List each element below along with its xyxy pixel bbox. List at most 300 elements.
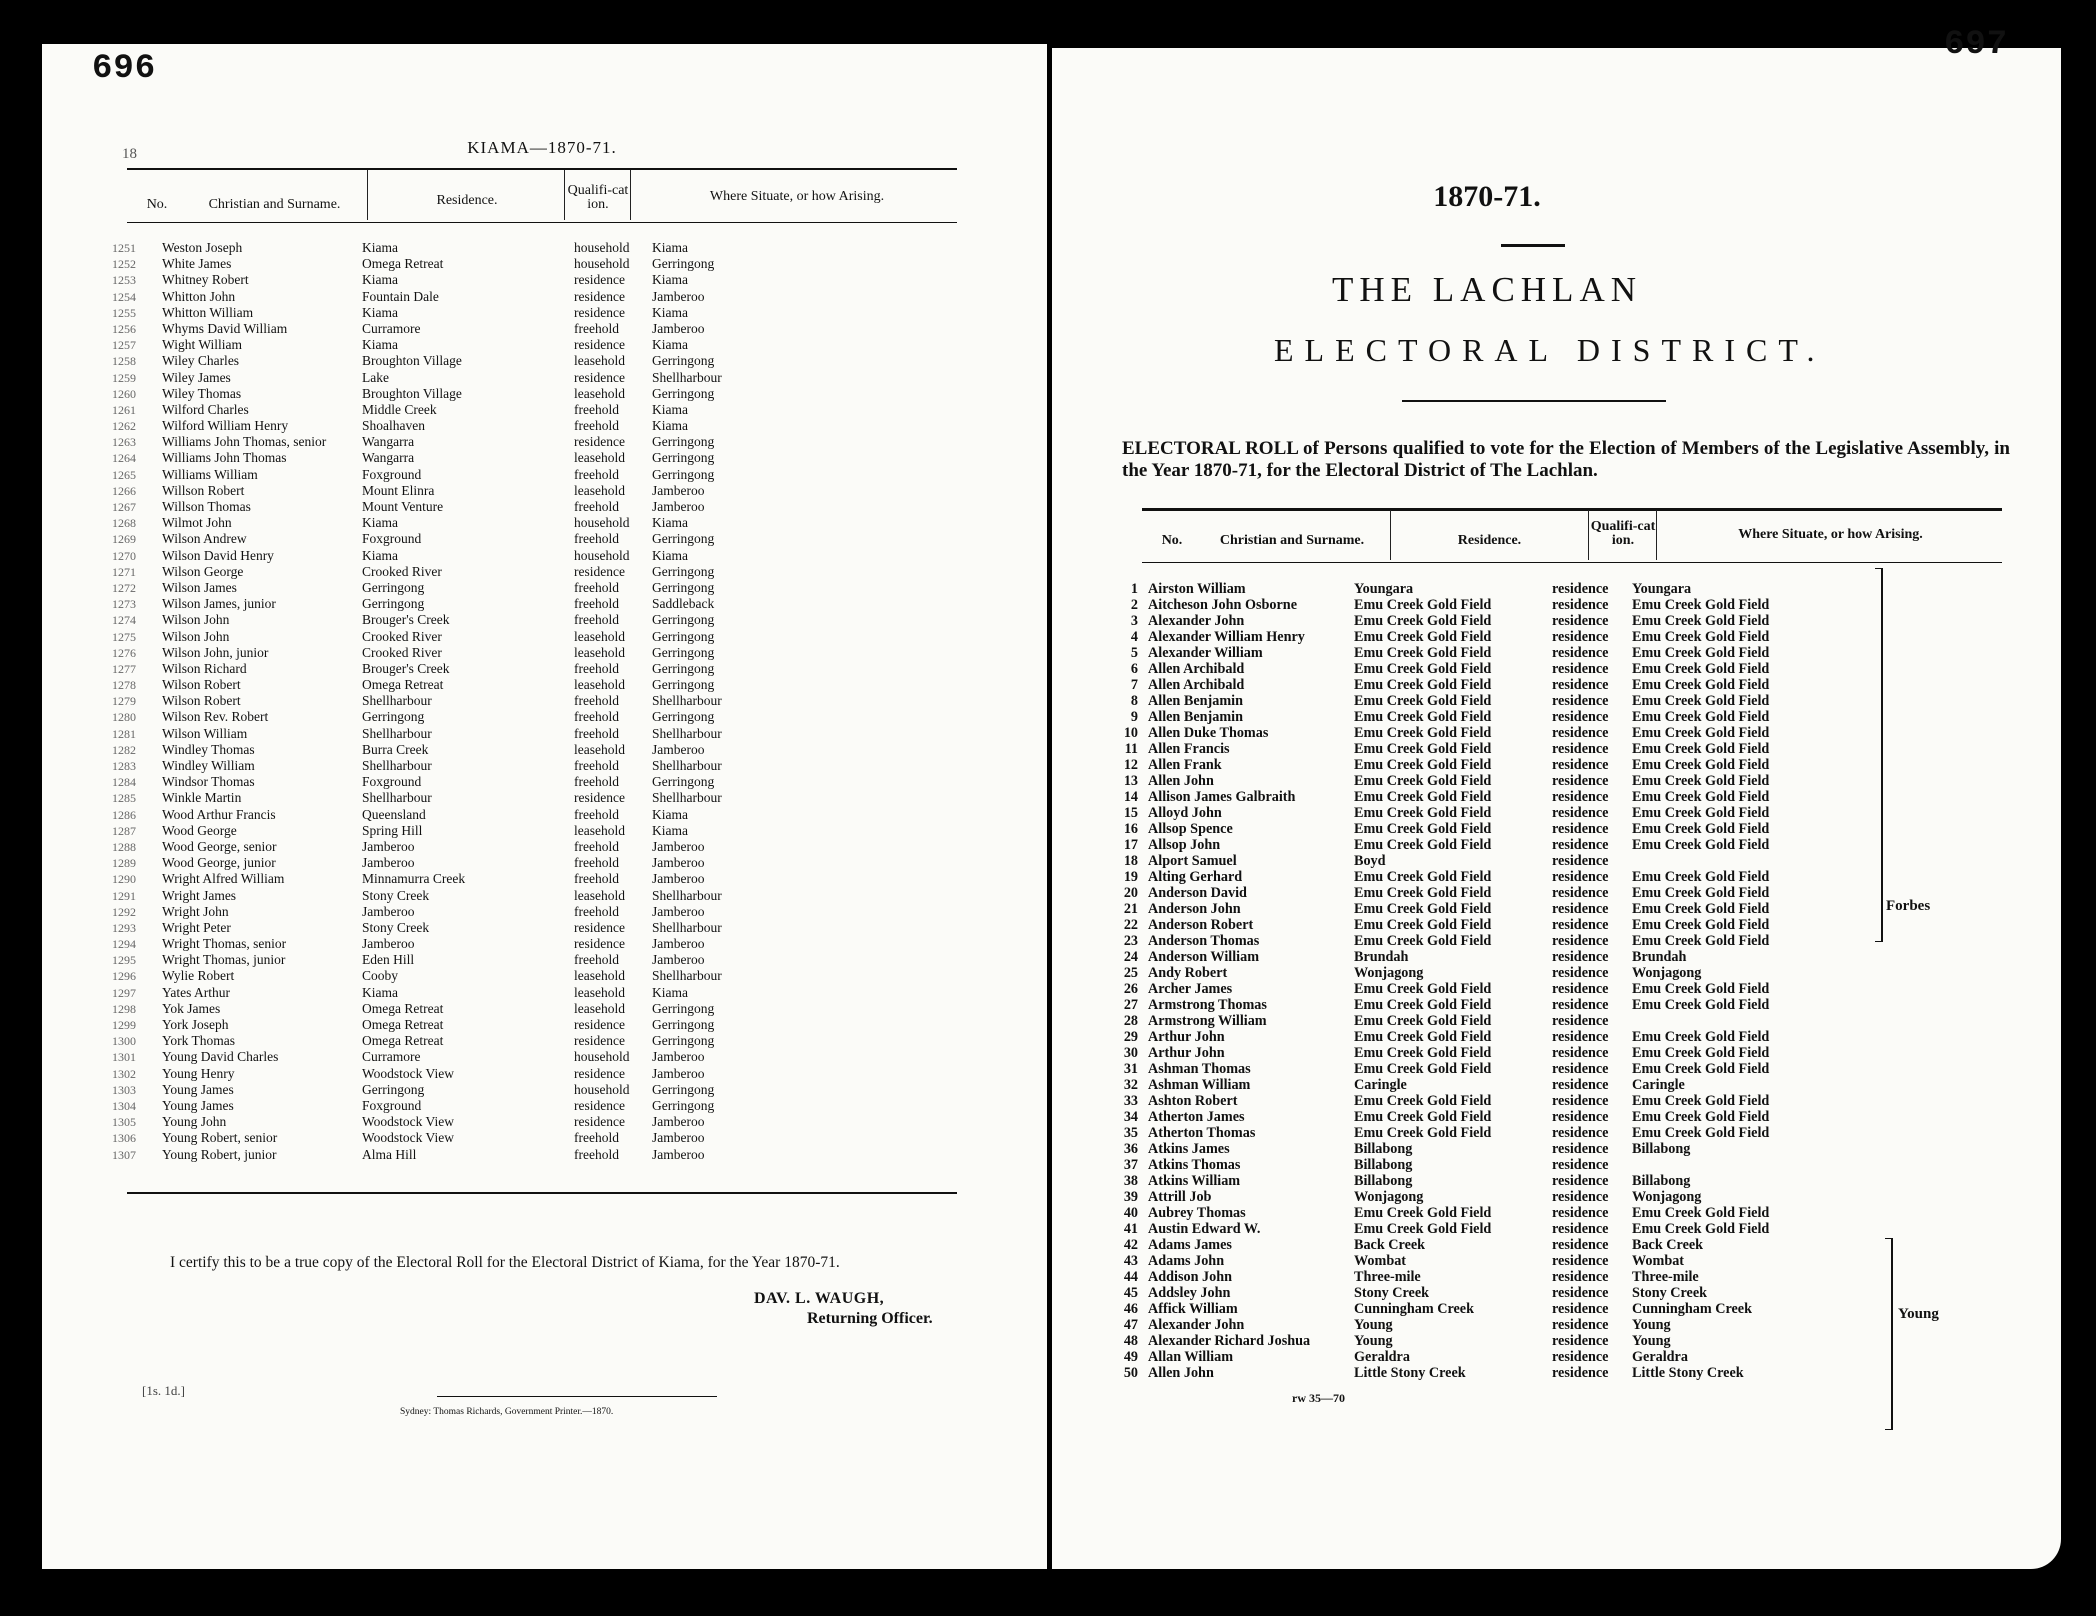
entry-where: Emu Creek Gold Field [1632,757,1770,773]
entry-residence: Emu Creek Gold Field [1354,869,1492,885]
entry-qualification: residence [1552,677,1609,693]
entry-where: Kiama [652,418,688,434]
entry-where: Emu Creek Gold Field [1632,1205,1770,1221]
entry-qualification: residence [1552,965,1609,981]
entry-residence: Billabong [1354,1173,1413,1189]
entry-name: Young Henry [162,1065,235,1081]
table-row [112,742,942,758]
entry-name: Wilson John, junior [162,644,269,660]
table-row [112,370,942,386]
entry-number: 47 [1123,1317,1138,1333]
entry-where: Jamberoo [652,320,705,336]
entry-residence: Crooked River [362,628,442,644]
entry-qualification: freehold [574,660,619,676]
entry-number: 1278 [112,678,136,693]
entry-number: 1288 [112,839,136,854]
entry-where: Gerringong [652,1017,715,1032]
entry-residence: Middle Creek [362,401,437,417]
entry-residence: Emu Creek Gold Field [1354,1029,1492,1045]
entry-where: Shellharbour [652,919,722,935]
entry-where: Shellharbour [652,790,722,806]
entry-residence: Emu Creek Gold Field [1354,645,1492,661]
entry-number: 1305 [112,1115,136,1130]
entry-number: 4 [1130,629,1138,645]
entry-qualification: residence [1552,1253,1609,1269]
entry-residence: Woodstock View [362,1130,454,1146]
entry-qualification: residence [1552,1077,1609,1093]
entry-residence: Emu Creek Gold Field [1354,693,1492,709]
entry-name: Young David Charles [162,1049,279,1065]
entry-where: Gerringong [652,1000,715,1016]
entry-residence: Youngara [1354,581,1414,597]
entry-residence: Crooked River [362,563,442,579]
entry-where: Jamberoo [652,838,705,854]
table-row [1112,1301,2012,1317]
entry-number: 28 [1123,1013,1138,1029]
table-row [112,402,942,418]
entry-name: Armstrong William [1148,1013,1267,1029]
table-row [112,256,942,272]
entry-residence: Crooked River [362,644,442,660]
entry-name: Airston William [1148,581,1246,597]
table-row [112,1082,942,1098]
right-page [1052,26,2061,1569]
table-row [112,450,942,466]
table-row [1112,1333,2012,1349]
entry-qualification: residence [1552,709,1609,725]
entry-residence: Emu Creek Gold Field [1354,1061,1492,1077]
entry-number: 42 [1123,1237,1138,1253]
entry-where: Emu Creek Gold Field [1632,997,1770,1013]
entry-name: Alexander John [1148,1317,1245,1333]
entry-where: Kiama [652,822,688,838]
entry-qualification: residence [1552,693,1609,709]
entry-number: 1262 [112,419,136,434]
entry-number: 1307 [112,1147,136,1162]
entry-name: Wilson David Henry [162,547,274,563]
entry-number: 49 [1123,1349,1138,1365]
entry-qualification: freehold [574,596,619,612]
entry-number: 1253 [112,273,136,288]
entry-where: Emu Creek Gold Field [1632,869,1770,885]
entry-where: Emu Creek Gold Field [1632,1093,1770,1109]
entry-name: Ashton Robert [1148,1093,1238,1109]
entry-where: Jamberoo [652,952,705,968]
entry-number: 1284 [112,775,136,790]
table-row [112,531,942,547]
entry-name: Atherton Thomas [1148,1125,1256,1141]
entry-where: Kiama [652,337,688,353]
entry-qualification: freehold [574,531,619,547]
entry-residence: Stony Creek [1354,1285,1430,1301]
table-row [1112,997,2012,1013]
entry-residence: Emu Creek Gold Field [1354,821,1492,837]
entry-number: 1279 [112,694,136,709]
entry-residence: Jamberoo [362,855,415,871]
table-row [112,1049,942,1065]
entry-number: 1268 [112,516,136,531]
entry-residence: Jamberoo [362,903,415,919]
entry-where: Jamberoo [652,499,705,514]
entry-name: Aubrey Thomas [1148,1205,1246,1221]
entry-where: Emu Creek Gold Field [1632,709,1770,725]
table-row [1112,1029,2012,1045]
entry-where: Gerringong [652,450,715,466]
entry-number: 43 [1123,1253,1138,1269]
entry-residence: Little Stony Creek [1354,1365,1466,1381]
table-row [1112,1237,2012,1253]
entry-residence: Omega Retreat [362,256,444,272]
entry-name: Archer James [1148,981,1233,997]
entry-qualification: residence [1552,1237,1609,1253]
entry-qualification: freehold [574,612,619,628]
entry-qualification: residence [574,919,625,935]
entry-name: Wilson Rev. Robert [162,709,269,725]
entry-where: Gerringong [652,353,715,369]
entry-residence: Emu Creek Gold Field [1354,997,1492,1013]
entry-residence: Cooby [362,968,399,984]
entry-where: Wonjagong [1632,1189,1702,1205]
entry-name: Addison John [1148,1269,1232,1285]
entry-qualification: residence [1552,645,1609,661]
entry-number: 29 [1123,1029,1138,1045]
table-row [1112,1205,2012,1221]
entry-where: Emu Creek Gold Field [1632,981,1770,997]
entry-where: Emu Creek Gold Field [1632,885,1770,901]
entry-name: York Thomas [162,1033,236,1049]
entry-residence: Emu Creek Gold Field [1354,981,1492,997]
entry-residence: Omega Retreat [362,1033,444,1049]
entry-residence: Wonjagong [1354,965,1424,981]
entry-name: Wilson John [162,628,230,644]
entry-name: Addsley John [1148,1285,1231,1301]
entry-number: 1258 [112,354,136,369]
table-row [112,693,942,709]
entry-number: 1275 [112,629,136,644]
entry-where: Wonjagong [1632,965,1702,981]
entry-qualification: residence [1552,629,1609,645]
table-row [1112,1093,2012,1109]
entry-where: Brundah [1632,949,1687,965]
entry-name: Alting Gerhard [1148,869,1243,885]
entry-where: Kiama [652,240,688,255]
entry-number: 1277 [112,661,136,676]
entry-qualification: residence [574,790,625,806]
entry-name: Allison James Galbraith [1148,789,1296,805]
table-row [112,855,942,871]
entry-name: Wood Arthur Francis [162,806,276,822]
entry-qualification: residence [1552,1173,1609,1189]
entry-qualification: residence [1552,741,1609,757]
entry-residence: Foxground [362,466,422,482]
table-row [112,580,942,596]
entry-where: Gerringong [652,466,715,482]
entry-number: 1299 [112,1018,136,1032]
entry-residence: Emu Creek Gold Field [1354,597,1492,613]
table-row [1112,1189,2012,1205]
entry-where: Emu Creek Gold Field [1632,805,1770,821]
entry-name: Wilson George [162,563,244,579]
entry-name: Wiley Thomas [162,385,242,401]
entry-residence: Shellharbour [362,693,432,709]
entry-name: Arthur John [1148,1029,1225,1045]
table-row [1112,1077,2012,1093]
entry-number: 1306 [112,1131,136,1146]
entry-number: 3 [1130,613,1138,629]
entry-number: 15 [1123,805,1138,821]
entry-name: Atkins James [1148,1141,1230,1157]
entry-residence: Cunningham Creek [1354,1301,1474,1317]
entry-qualification: household [574,515,630,531]
entry-residence: Kiama [362,984,398,1000]
entry-residence: Emu Creek Gold Field [1354,1221,1492,1237]
entry-where: Gerringong [652,1097,715,1113]
entry-where: Young [1632,1317,1671,1333]
entry-name: Whitton John [162,288,236,304]
entry-residence: Stony Creek [362,887,430,903]
entry-number: 1265 [112,467,136,482]
entry-qualification: residence [1552,789,1609,805]
table-row [112,645,942,661]
entry-where: Kiama [652,547,688,563]
entry-number: 1290 [112,872,136,887]
entry-qualification: leasehold [574,628,625,644]
entry-qualification: leasehold [574,984,625,1000]
entry-where [1632,853,1832,869]
entry-name: Allen Archibald [1148,677,1245,693]
entry-qualification: leasehold [574,482,625,498]
entry-qualification: freehold [574,774,619,790]
entry-where: Kiama [652,984,688,1000]
col-header-qualification: Qualifi-cation. [567,183,629,212]
entry-residence: Shoalhaven [362,418,425,434]
entry-name: Atkins William [1148,1173,1241,1189]
entry-name: Whitton William [162,304,254,320]
entry-qualification: freehold [574,903,619,919]
entry-residence: Caringle [1354,1077,1407,1093]
entry-where: Saddleback [652,596,715,612]
entry-number: 35 [1123,1125,1138,1141]
table-row [112,774,942,790]
entry-where: Little Stony Creek [1632,1365,1744,1381]
entry-residence: Emu Creek Gold Field [1354,933,1492,949]
entry-qualification: leasehold [574,450,625,466]
entry-name: Wilmot John [162,515,232,531]
right-col-header-name: Christian and Surname. [1219,533,1365,548]
entry-residence: Curramore [362,1049,421,1065]
entry-qualification: residence [1552,1205,1609,1221]
entry-residence: Kiama [362,547,398,563]
entry-number: 10 [1123,725,1138,741]
entry-name: Anderson William [1148,949,1260,965]
entry-number: 34 [1123,1109,1138,1125]
entry-number: 1289 [112,856,136,871]
district-subtitle: ELECTORAL DISTRICT. [1274,332,1826,368]
entry-residence: Emu Creek Gold Field [1354,1109,1492,1125]
table-row [1112,1253,2012,1269]
entry-where: Jamberoo [652,1146,705,1162]
entry-name: Anderson Robert [1148,917,1254,933]
entry-number: 46 [1123,1301,1138,1317]
entry-qualification: household [574,1049,630,1065]
entry-name: Wilson John [162,612,230,628]
entry-residence: Omega Retreat [362,677,444,693]
table-row [112,1066,942,1082]
officer-title: Returning Officer. [807,1310,933,1327]
entry-qualification: household [574,256,630,272]
entry-residence: Emu Creek Gold Field [1354,661,1492,677]
entry-where: Young [1632,1333,1671,1349]
entry-where: Billabong [1632,1173,1691,1189]
table-row [112,305,942,321]
district-name: THE LACHLAN [1332,270,1642,309]
entry-name: Wiley James [162,369,231,385]
entry-number: 1286 [112,807,136,822]
entry-number: 1302 [112,1066,136,1081]
entry-number: 6 [1130,661,1138,677]
entry-qualification: residence [1552,933,1609,949]
entry-qualification: leasehold [574,887,625,903]
page-mark: 18 [122,146,137,162]
table-row [112,968,942,984]
entry-qualification: freehold [574,418,619,434]
entry-name: Wright Thomas, junior [162,952,286,968]
entry-name: Adams John [1148,1253,1225,1269]
entry-qualification: freehold [574,320,619,336]
entry-qualification: residence [1552,1365,1609,1381]
entry-residence: Emu Creek Gold Field [1354,677,1492,693]
entry-where: Emu Creek Gold Field [1632,1109,1770,1125]
table-row [112,823,942,839]
entry-where: Gerringong [652,434,715,450]
entry-name: Anderson David [1148,885,1247,901]
entry-where: Jamberoo [652,741,705,757]
entry-number: 1266 [112,483,136,498]
entry-residence: Young [1354,1333,1393,1349]
entry-name: Allsop John [1148,837,1221,853]
entry-qualification: residence [1552,773,1609,789]
entry-name: Atherton James [1148,1109,1245,1125]
entry-name: Alexander William [1148,645,1263,661]
table-row [112,596,942,612]
entry-name: Allan William [1148,1349,1234,1365]
entry-name: Wilford Charles [162,401,249,417]
table-row [112,677,942,693]
table-row [1112,949,2012,965]
right-folio: 697 [1944,26,2009,64]
entry-name: Aitcheson John Osborne [1148,597,1297,613]
entry-qualification: freehold [574,1130,619,1146]
entry-qualification: freehold [574,806,619,822]
entry-name: Ashman Thomas [1148,1061,1251,1077]
printer-line: Sydney: Thomas Richards, Government Printer.—1870. [400,1407,614,1417]
entry-name: Winkle Martin [162,790,242,806]
margin-note-forbes: Forbes [1886,898,1931,914]
entry-name: Anderson Thomas [1148,933,1260,949]
table-row [1112,1173,2012,1189]
entry-qualification: residence [1552,1349,1609,1365]
entry-number: 11 [1124,741,1138,757]
right-col-header-where: Where Situate, or how Arising. [1738,527,1923,542]
entry-residence: Emu Creek Gold Field [1354,1093,1492,1109]
entry-name: Yates Arthur [162,984,231,1000]
preamble-text: ELECTORAL ROLL of Persons qualified to vote for the Election of Members of the Legislative Assembly, in the Year 1870-71, for the Electoral District of The Lachlan. [1122,438,2010,481]
left-folio: 696 [92,50,157,88]
entry-name: Wilson Richard [162,660,247,676]
entry-number: 32 [1123,1077,1138,1093]
entry-name: Wright Alfred William [162,871,285,887]
entry-qualification: leasehold [574,644,625,660]
entry-where: Shellharbour [652,968,722,984]
table-row [112,807,942,823]
entry-name: Allen Benjamin [1148,693,1243,709]
table-bottom-rule [127,1192,957,1194]
entry-name: White James [162,256,232,272]
entry-qualification: residence [574,1097,625,1113]
table-row [112,629,942,645]
entry-name: Allen Duke Thomas [1148,725,1269,741]
entry-where: Three-mile [1632,1269,1699,1285]
entry-number: 21 [1123,901,1138,917]
entry-number: 50 [1123,1365,1138,1381]
table-row [112,515,942,531]
entry-name: Wood George [162,822,237,838]
entry-where: Kiama [652,806,688,822]
entry-name: Ashman William [1148,1077,1251,1093]
entry-residence: Lake [362,369,389,385]
entry-name: Affick William [1148,1301,1238,1317]
entry-where: Gerringong [652,531,715,547]
entry-number: 1295 [112,953,136,968]
entry-residence: Jamberoo [362,936,415,952]
entry-qualification: residence [1552,661,1609,677]
entry-qualification: residence [1552,597,1609,613]
entry-residence: Wangarra [362,434,415,450]
entry-residence: Alma Hill [362,1146,417,1162]
entry-qualification: residence [1552,853,1609,869]
entry-number: 38 [1123,1173,1138,1189]
entry-where: Jamberoo [652,1114,705,1130]
entry-where: Emu Creek Gold Field [1632,917,1770,933]
entry-qualification: leasehold [574,385,625,401]
entry-residence: Mount Venture [362,499,444,514]
entry-number: 8 [1130,693,1138,709]
entry-name: Allen John [1148,1365,1214,1381]
table-row [1112,1269,2012,1285]
table-row [1112,965,2012,981]
entry-qualification: residence [574,936,625,952]
entry-number: 41 [1123,1221,1138,1237]
entry-residence: Gerringong [362,1081,425,1097]
entry-number: 1300 [112,1034,136,1049]
entry-residence: Emu Creek Gold Field [1354,1125,1492,1141]
entry-qualification: freehold [574,758,619,773]
entry-number: 1259 [112,370,136,385]
entry-where: Kiama [652,304,688,320]
entry-number: 1294 [112,937,136,952]
entry-residence: Gerringong [362,596,425,612]
col-header-no: No. [146,197,168,212]
entry-name: Willson Thomas [162,499,251,514]
entry-where: Shellharbour [652,887,722,903]
entry-qualification: freehold [574,466,619,482]
entry-qualification: residence [574,272,625,288]
entry-name: Austin Edward W. [1148,1221,1261,1237]
entry-number: 1281 [112,726,136,741]
entry-number: 24 [1123,949,1138,965]
table-row [1112,1109,2012,1125]
entry-number: 18 [1123,853,1138,869]
